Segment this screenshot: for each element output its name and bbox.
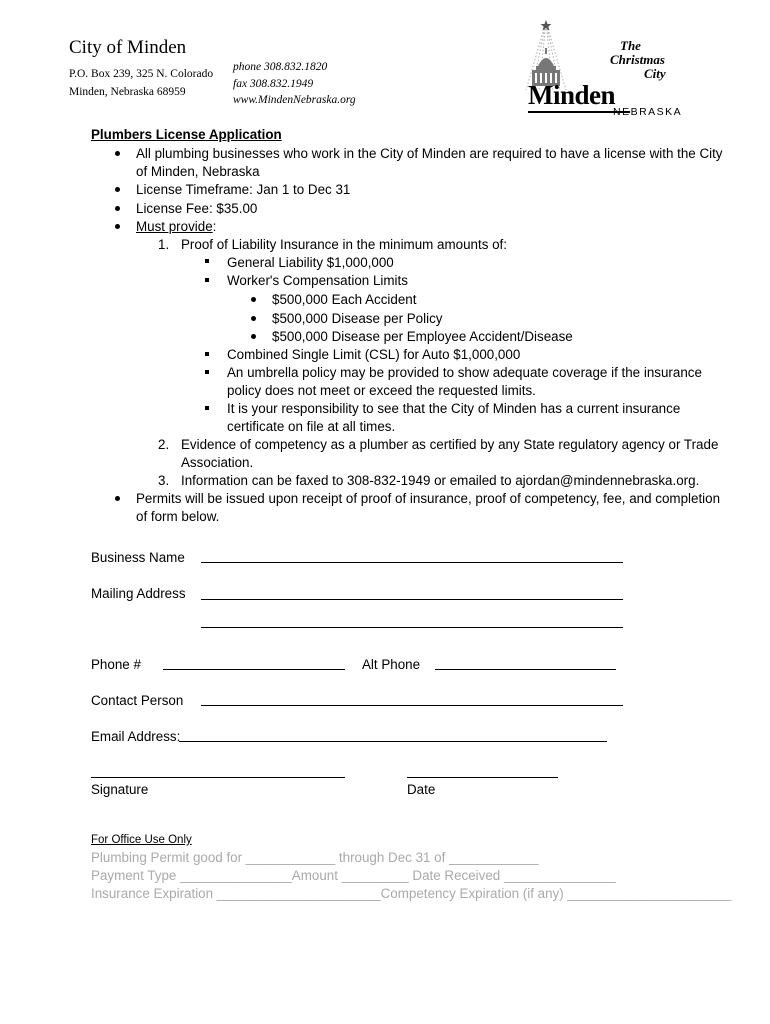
contact-person-field[interactable]: [201, 705, 623, 706]
date-field[interactable]: [407, 777, 558, 778]
logo-wordmark: Minden: [528, 80, 616, 110]
minden-logo: [522, 20, 697, 120]
item-competency-line2: Association.: [181, 455, 254, 470]
square-bullet-icon: [205, 370, 209, 374]
wc-each-accident: $500,000 Each Accident: [272, 292, 417, 307]
item-competency-line1: Evidence of competency as a plumber as certified by any State regulatory agency or Trade: [181, 437, 719, 452]
bullet-icon: [251, 334, 256, 339]
sub-responsibility-line1: It is your responsibility to see that the City of Minden has a current insurance: [227, 401, 681, 416]
bullet-permits-line2: of form below.: [136, 509, 220, 524]
bullet-icon: [115, 151, 120, 156]
logo-state: NEBRASKA: [613, 106, 683, 118]
square-bullet-icon: [205, 352, 209, 356]
logo-text-city: City: [644, 66, 666, 81]
logo-text-christmas: Christmas: [610, 52, 665, 67]
must-provide-label: Must provide: [136, 219, 213, 234]
city-title: City of Minden: [69, 37, 187, 58]
sub-responsibility-line2: certificate on file at all times.: [227, 419, 396, 434]
bullet-timeframe: License Timeframe: Jan 1 to Dec 31: [136, 182, 351, 197]
address-line-1: P.O. Box 239, 325 N. Colorado: [69, 68, 214, 80]
item-number-2: 2.: [158, 437, 170, 452]
square-bullet-icon: [205, 406, 209, 410]
item-number-3: 3.: [158, 473, 170, 488]
email-address-field[interactable]: [179, 741, 607, 742]
square-bullet-icon: [205, 259, 209, 263]
alt-phone-field[interactable]: [435, 669, 616, 670]
bullet-fee: License Fee: $35.00: [136, 201, 258, 216]
office-payment-line: Payment Type _______________Amount _________ Date Received _______________: [91, 868, 616, 883]
bullet-businesses-line2: of Minden, Nebraska: [136, 164, 260, 179]
signature-field[interactable]: [91, 777, 345, 778]
phone-label: Phone #: [91, 657, 141, 672]
bullet-icon: [115, 496, 120, 501]
office-permit-line: Plumbing Permit good for ____________ through Dec 31 of ____________: [91, 850, 539, 865]
item-liability-insurance: Proof of Liability Insurance in the minimum amounts of:: [181, 237, 507, 252]
wc-disease-policy: $500,000 Disease per Policy: [272, 311, 443, 326]
bullet-permits-line1: Permits will be issued upon receipt of proof of insurance, proof of competency, fee, and completion: [136, 491, 721, 506]
address-line-2: Minden, Nebraska 68959: [69, 86, 186, 98]
business-name-field[interactable]: [201, 562, 623, 563]
bullet-icon: [115, 224, 120, 229]
mailing-address-label: Mailing Address: [91, 586, 186, 601]
mailing-address-field-line2[interactable]: [201, 627, 623, 628]
office-use-heading: For Office Use Only: [91, 834, 192, 846]
sub-workers-comp: Worker's Compensation Limits: [227, 273, 408, 288]
square-bullet-icon: [205, 278, 209, 282]
date-label: Date: [407, 782, 436, 797]
fax-number: fax 308.832.1949: [233, 78, 314, 90]
office-expiration-line: Insurance Expiration ______________________Competency Expiration (if any) ______________________: [91, 886, 732, 901]
sub-umbrella-line2: policy does not meet or exceed the requested limits.: [227, 383, 536, 398]
bullet-icon: [115, 187, 120, 192]
sub-csl: Combined Single Limit (CSL) for Auto $1,000,000: [227, 347, 521, 362]
bullet-must-provide: [136, 218, 216, 236]
bullet-icon: [251, 297, 256, 302]
phone-field[interactable]: [163, 669, 345, 670]
email-address-label: Email Address:: [91, 729, 181, 744]
signature-label: Signature: [91, 782, 149, 797]
phone-number: phone 308.832.1820: [233, 61, 328, 73]
logo-text-the: The: [620, 38, 641, 53]
item-fax-email: Information can be faxed to 308-832-1949 or emailed to ajordan@mindennebraska.org.: [181, 473, 700, 488]
mailing-address-field[interactable]: [201, 599, 623, 600]
must-provide-colon: :: [212, 219, 217, 234]
bullet-businesses-line1: All plumbing businesses who work in the City of Minden are required to have a license with the City: [136, 146, 723, 161]
sub-umbrella-line1: An umbrella policy may be provided to show adequate coverage if the insurance: [227, 365, 702, 380]
website: www.MindenNebraska.org: [233, 94, 356, 106]
sub-general-liability: General Liability $1,000,000: [227, 255, 394, 270]
alt-phone-label: Alt Phone: [362, 657, 421, 672]
bullet-icon: [115, 206, 120, 211]
item-number-1: 1.: [158, 237, 170, 252]
application-title: Plumbers License Application: [91, 127, 282, 142]
bullet-icon: [251, 316, 256, 321]
business-name-label: Business Name: [91, 550, 185, 565]
contact-person-label: Contact Person: [91, 693, 184, 708]
wc-disease-employee: $500,000 Disease per Employee Accident/Disease: [272, 329, 573, 344]
